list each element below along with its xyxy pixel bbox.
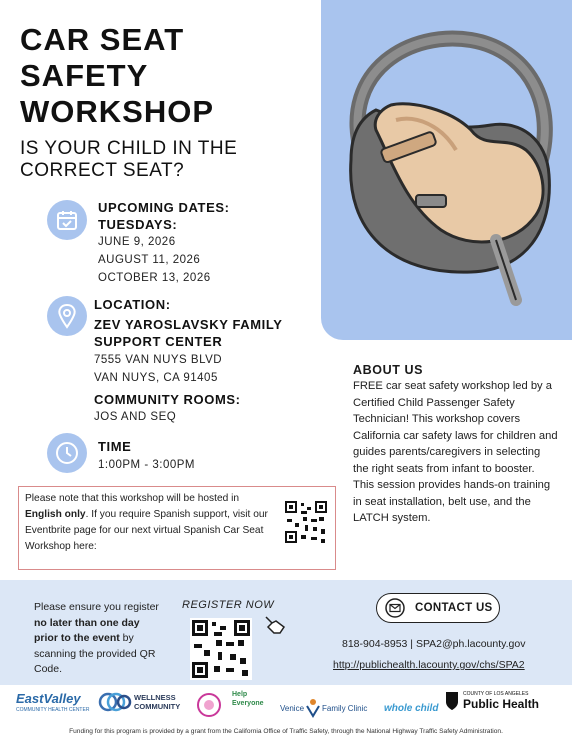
hero-panel: [321, 0, 572, 340]
time-value: 1:00PM - 3:00PM: [98, 459, 195, 471]
public-health-logo: COUNTY OF LOS ANGELES Public Health: [444, 690, 539, 712]
wellness-community-logo: WELLNESS COMMUNITY: [98, 690, 180, 714]
register-now-label: REGISTER NOW: [182, 599, 275, 611]
contact-us-button[interactable]: [376, 593, 500, 623]
dates-subheading: TUESDAYS:: [98, 217, 178, 232]
register-instructions: Please ensure you register no later than one day prior to the event by scanning the provided QR Code.: [34, 601, 159, 675]
contact-us-label: CONTACT US: [415, 602, 493, 614]
date-list: [98, 233, 211, 287]
language-notice: Please note that this workshop will be hosted in English only. If you require Spanish support, visit our Eventbrite page for our next virtual Spanish Car Seat Workshop here:: [18, 486, 336, 570]
eastvalley-logo: EastValley COMMUNITY HEALTH CENTER: [16, 691, 90, 713]
funding-note: Funding for this program is provided by a grant from the California Office of Traffic Safety, through the National Highway Traffic Safety Administration.: [69, 728, 503, 735]
venice-family-clinic-logo: Venice Family Clinic: [280, 698, 367, 718]
page-title: CAR SEAT SAFETY WORKSHOP: [20, 22, 214, 129]
rooms-value: JOS AND SEQ: [94, 411, 177, 423]
date-item: OCTOBER 13, 2026: [98, 272, 211, 284]
rooms-heading: COMMUNITY ROOMS:: [94, 392, 241, 407]
partner-logos: [0, 688, 572, 724]
county-seal-icon: [444, 690, 460, 712]
time-heading: TIME: [98, 439, 132, 454]
car-seat-illustration: [321, 0, 572, 340]
calendar-icon: [47, 200, 87, 240]
location-name-1: ZEV YAROSLAVSKY FAMILY: [94, 317, 283, 332]
date-item: AUGUST 11, 2026: [98, 254, 201, 266]
clock-icon: [47, 433, 87, 473]
location-pin-icon: [47, 296, 87, 336]
location-name-2: SUPPORT CENTER: [94, 334, 223, 349]
about-text: FREE car seat safety workshop led by a Certified Child Passenger Safety Technician! This workshop covers California car safety laws for children and guides parents/caregivers in selecting the right seats from infant to booster. This session provides hands-on training in seat installation, belt use, and the LATCH system.: [353, 380, 558, 524]
page-subtitle: IS YOUR CHILD IN THE CORRECT SEAT?: [20, 138, 238, 181]
date-item: JUNE 9, 2026: [98, 236, 176, 248]
pointing-hand-icon: [262, 611, 288, 637]
contact-website-link[interactable]: http://publichealth.lacounty.gov/chs/SPA2: [333, 659, 525, 671]
register-band: [0, 580, 572, 685]
location-heading: LOCATION:: [94, 297, 171, 312]
about-heading: ABOUT US: [353, 363, 424, 377]
help-everyone-logo: Help Everyone: [232, 691, 264, 707]
location-address: 7555 VAN NUYS BLVD VAN NUYS, CA 91405: [94, 354, 223, 384]
figure-icon: [306, 698, 320, 718]
dates-heading: UPCOMING DATES:: [98, 200, 230, 215]
spanish-workshop-qr-code[interactable]: [283, 499, 329, 545]
circle-clinic-logo: [196, 692, 222, 723]
contact-phone-email: 818-904-8953 | SPA2@ph.lacounty.gov: [342, 638, 526, 650]
mail-icon: [385, 598, 405, 618]
registration-qr-code[interactable]: [190, 618, 252, 680]
whole-child-logo: whole child: [384, 703, 439, 714]
